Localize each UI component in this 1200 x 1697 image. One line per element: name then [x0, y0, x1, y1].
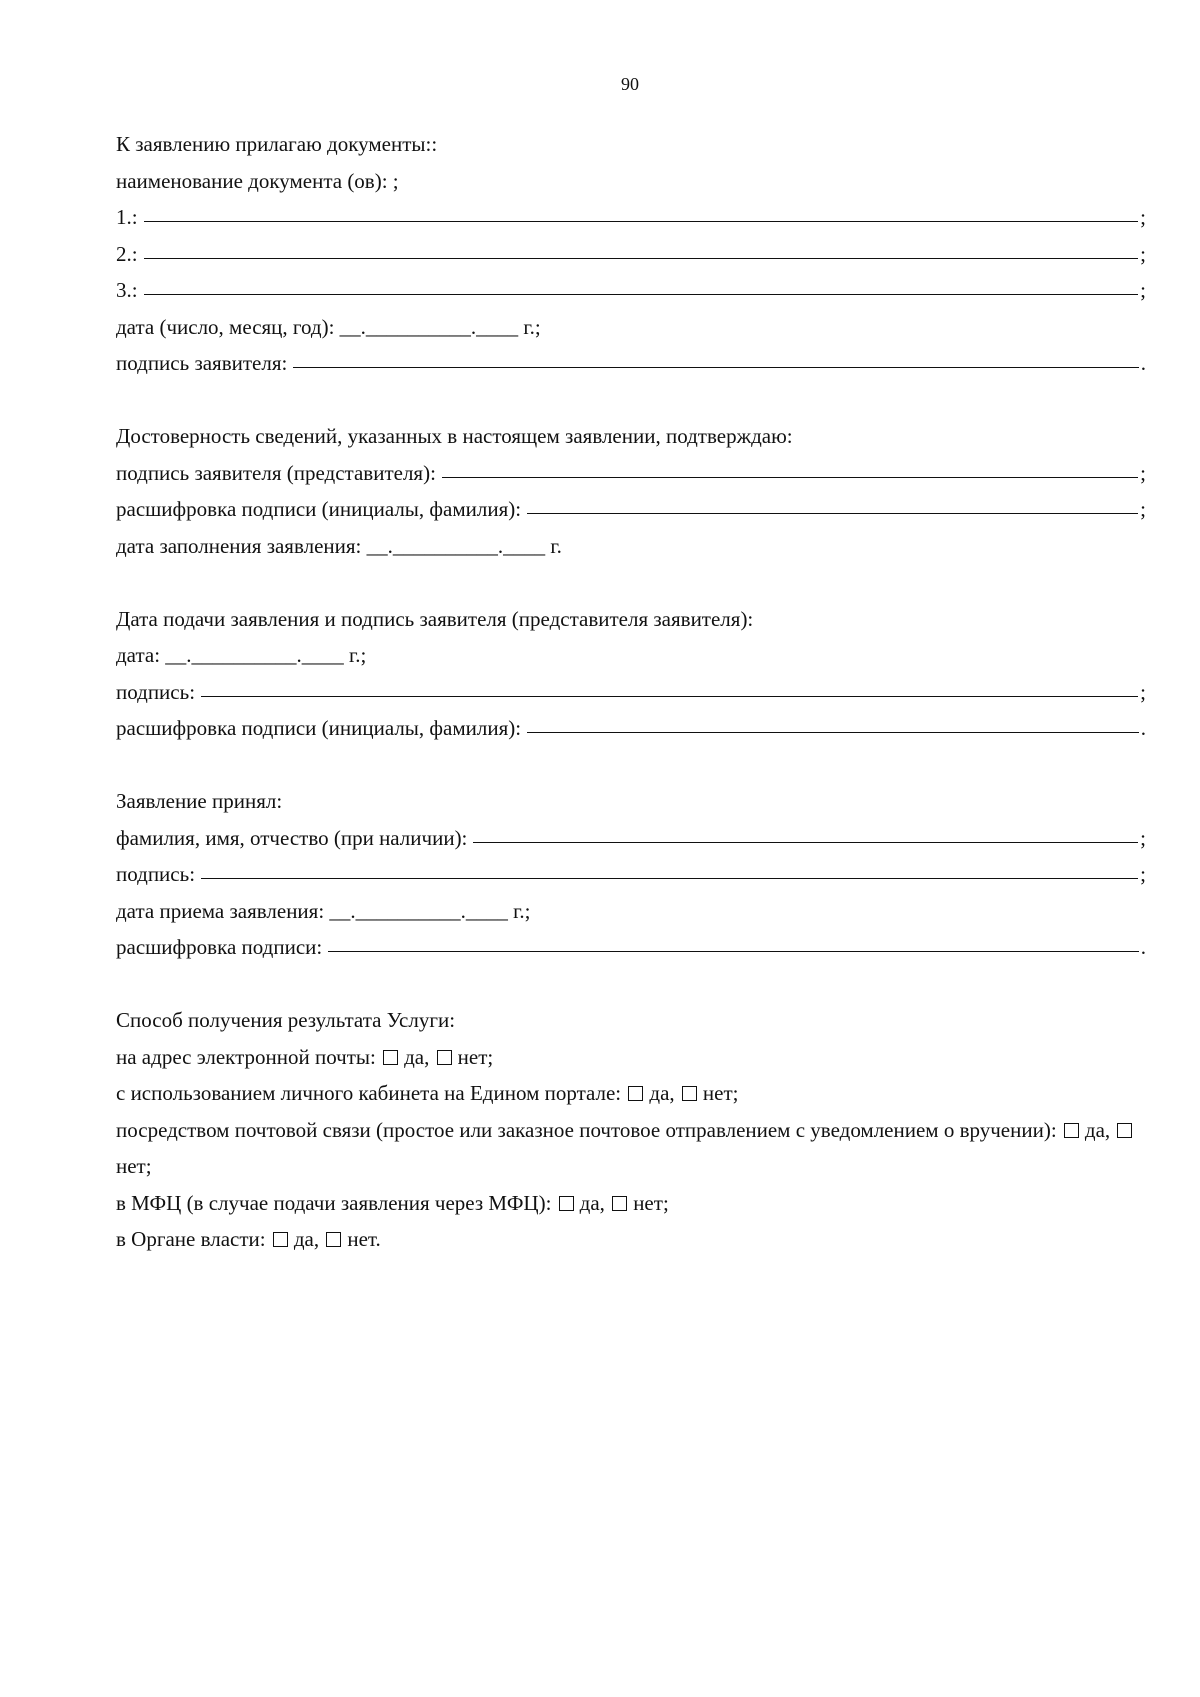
submission-decoding-row: расшифровка подписи (инициалы, фамилия): . [116, 710, 1146, 747]
fill-date-field[interactable]: дата заполнения заявления: __.__________.____ г. [116, 533, 562, 558]
applicant-signature-label: подпись заявителя: [116, 351, 288, 375]
option-label: на адрес электронной почты: [116, 1044, 376, 1069]
no-checkbox[interactable] [682, 1086, 697, 1101]
result-option-authority [116, 1221, 1146, 1258]
no-label: нет [347, 1227, 376, 1251]
result-option-email [116, 1039, 1146, 1076]
submission-decoding-label: расшифровка подписи (инициалы, фамилия): [116, 716, 522, 740]
accepted-decoding-input[interactable] [328, 929, 1139, 952]
option-end: ; [145, 1154, 152, 1178]
option-label: с использованием личного кабинета на Едином портале: [116, 1081, 622, 1105]
no-label: нет [116, 1154, 146, 1178]
accepted-signature-label: подпись: [116, 862, 196, 886]
yes-label: да, [579, 1190, 605, 1215]
attachment-input-3[interactable] [144, 272, 1139, 295]
yes-checkbox[interactable] [273, 1232, 288, 1247]
applicant-signature-input[interactable] [293, 345, 1138, 368]
submission-signature-input[interactable] [201, 674, 1138, 697]
submission-heading: Дата подачи заявления и подпись заявителя (представителя заявителя): [116, 606, 754, 631]
accepted-heading: Заявление принял: [116, 789, 283, 813]
no-label: нет [457, 1044, 488, 1069]
yes-checkbox[interactable] [1064, 1123, 1079, 1138]
accepted-fio-input[interactable] [473, 820, 1138, 843]
option-end: ; [662, 1190, 669, 1215]
yes-checkbox[interactable] [559, 1196, 574, 1211]
signature-decoding-row: расшифровка подписи (инициалы, фамилия): ; [116, 491, 1146, 528]
attachment-input-2[interactable] [144, 236, 1139, 259]
accepted-signature-input[interactable] [201, 856, 1138, 879]
attachment-item-label: 1.: [116, 205, 138, 229]
option-label: в МФЦ (в случае подачи заявления через МФЦ): [116, 1190, 552, 1215]
yes-label: да, [1084, 1117, 1111, 1142]
yes-label: да, [293, 1227, 320, 1251]
no-checkbox[interactable] [437, 1050, 452, 1065]
yes-label: да, [404, 1044, 430, 1069]
option-label: в Органе власти: [116, 1227, 266, 1251]
signature-decoding-input[interactable] [527, 491, 1138, 514]
option-end: . [375, 1227, 381, 1251]
no-checkbox[interactable] [1117, 1123, 1132, 1138]
submission-date-field[interactable]: дата: __.__________.____ г.; [116, 643, 367, 667]
document-name-line: наименование документа (ов): ; [116, 168, 399, 193]
option-end: ; [487, 1044, 494, 1069]
representative-signature-input[interactable] [442, 455, 1138, 478]
attachment-date-field[interactable]: дата (число, месяц, год): __.__________.____ г.; [116, 314, 541, 339]
applicant-signature-row: подпись заявителя: . [116, 345, 1146, 382]
option-label: посредством почтовой связи (простое или заказное почтовое отправлением с уведомлением о вручении): [116, 1117, 1057, 1142]
no-label: нет [702, 1081, 733, 1105]
result-option-mfc [116, 1185, 1146, 1222]
accepted-decoding-label: расшифровка подписи: [116, 935, 323, 959]
accepted-date-field[interactable]: дата приема заявления: __.__________.____ г.; [116, 898, 531, 923]
submission-signature-row: подпись: ; [116, 674, 1146, 711]
no-checkbox[interactable] [326, 1232, 341, 1247]
attachment-input-1[interactable] [144, 199, 1139, 222]
yes-label: да, [649, 1081, 675, 1105]
attachment-item-1: 1.: ; [116, 199, 1146, 236]
attachment-item-3: 3.: ; [116, 272, 1146, 309]
yes-checkbox[interactable] [383, 1050, 398, 1065]
result-option-portal [116, 1075, 1146, 1112]
attachments-heading: К заявлению прилагаю документы:: [116, 132, 438, 156]
submission-signature-label: подпись: [116, 679, 196, 704]
attachment-item-2: 2.: ; [116, 236, 1146, 273]
attachment-item-label: 3.: [116, 278, 138, 302]
no-checkbox[interactable] [612, 1196, 627, 1211]
accepted-fio-row: фамилия, имя, отчество (при наличии): ; [116, 820, 1146, 857]
result-option-post [116, 1112, 1146, 1185]
accepted-decoding-row: расшифровка подписи: . [116, 929, 1146, 966]
representative-signature-label: подпись заявителя (представителя): [116, 460, 436, 485]
no-label: нет [633, 1190, 663, 1215]
application-form [116, 126, 1146, 1258]
confirmation-heading: Достоверность сведений, указанных в настоящем заявлении, подтверждаю: [116, 424, 793, 448]
yes-checkbox[interactable] [628, 1086, 643, 1101]
signature-decoding-label: расшифровка подписи (инициалы, фамилия): [116, 497, 522, 521]
option-end: ; [732, 1081, 739, 1105]
accepted-signature-row: подпись: ; [116, 856, 1146, 893]
result-method-heading: Способ получения результата Услуги: [116, 1008, 456, 1032]
page-number: 90 [621, 74, 639, 94]
submission-decoding-input[interactable] [527, 710, 1139, 733]
attachment-item-label: 2.: [116, 241, 138, 266]
representative-signature-row: подпись заявителя (представителя): ; [116, 455, 1146, 492]
accepted-fio-label: фамилия, имя, отчество (при наличии): [116, 825, 468, 850]
